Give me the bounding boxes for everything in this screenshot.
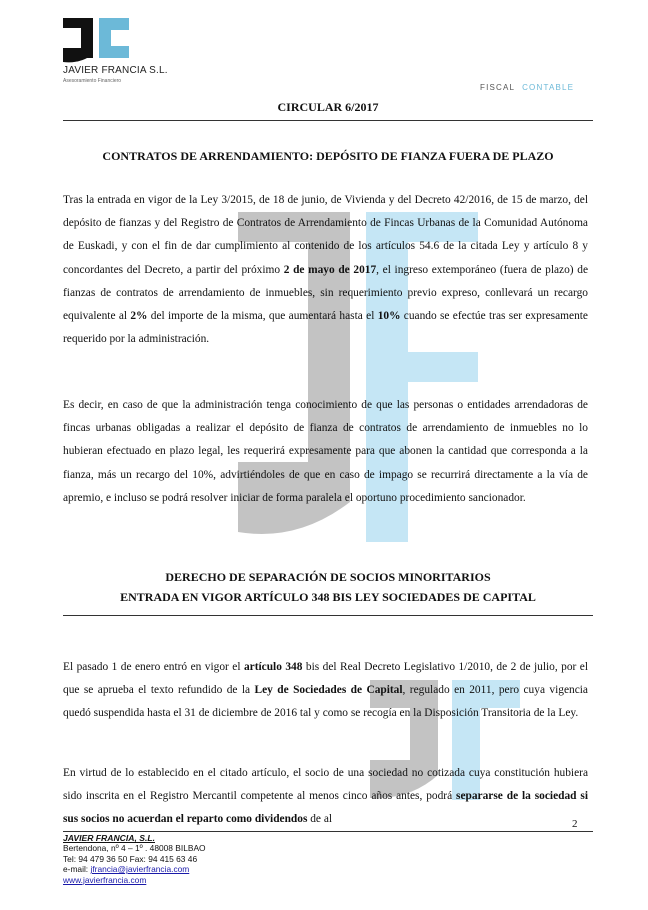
dept-contable: CONTABLE [522,83,575,92]
divider-footer [63,831,593,832]
company-tagline: Asesoramiento Financiero [63,78,122,84]
footer [63,833,263,885]
footer-email-line: e-mail: jfrancia@javierfrancia.com [63,864,190,875]
section1-paragraph1: Tras la entrada en vigor de la Ley 3/2015, de 18 de junio, de Vivienda y del Decreto 42/2016, de 15 de marzo, del depósito de fianzas y del Registro de Contratos de Arrendamiento de Fincas Urbanas de la Comunidad Autónoma de Euskadi, y con el fin de dar cumplimiento al contenido de los artículos 54.6 de la citada Ley y artículo 8 y concordantes del Decreto, a partir del próximo 2 de mayo de 2017, el ingreso extemporáneo (fuera de plazo) de fianzas de contratos de arrendamiento de inmuebles, sin requerimiento previo expreso, conllevará un recargo equivalente al 2% del importe de la misma, que aumentará hasta el 10% cuando se efectúe tras ser expresamente requerido por la administración. [63,194,589,346]
section2-paragraph2: En virtud de lo establecido en el citado artículo, el socio de una sociedad no cotizada cuya constitución hubiera sido inscrita en el Registro Mercantil competente al menos cinco años antes, podrá separarse de la sociedad si sus socios no acuerdan el reparto como dividendos de al [63,767,588,826]
section2-title-line2: ENTRADA EN VIGOR ARTÍCULO 348 BIS LEY SOCIEDADES DE CAPITAL [120,590,536,604]
divider-section2 [63,615,593,616]
department-label [480,83,574,92]
section2-paragraph1: El pasado 1 de enero entró en vigor el artículo 348 bis del Real Decreto Legislativo 1/2010, de 2 de julio, por el que se aprueba el texto refundido de la Ley de Sociedades de Capital, regulado en 2011, pero cuya vigencia quedó suspendida hasta el 31 de diciembre de 2016 tal y como se recogía en la Disposición Transitoria de la Ley. [63,661,588,720]
section1-title: CONTRATOS DE ARRENDAMIENTO: DEPÓSITO DE FIANZA FUERA DE PLAZO [102,149,554,163]
footer-company-name: JAVIER FRANCIA, S.L. [63,833,155,843]
section1-paragraph2: Es decir, en caso de que la administración tenga conocimiento de que las personas o entidades arrendadoras de fincas urbanas obligadas a realizar el depósito de fianza de contratos de arrendamiento de inmuebles no lo hubieran efectuado en plazo legal, les requerirá expresamente para que abonen la cantidad que corresponda a la fianza, más un recargo del 10%, advirtiéndoles de que en caso de impago se recurrirá directamente a la vía de apremio, e incluso se podrá resolver iniciar de forma paralela el oportuno procedimiento sancionador. [63,399,588,504]
dept-fiscal: FISCAL [480,83,516,92]
page-number: 2 [572,818,578,830]
divider-top [63,120,593,121]
footer-phone: Tel: 94 479 36 50 Fax: 94 415 63 46 [63,853,198,864]
company-name: JAVIER FRANCIA S.L. [63,65,168,76]
circular-title: CIRCULAR 6/2017 [277,100,379,114]
section2-title-line1: DERECHO DE SEPARACIÓN DE SOCIOS MINORITARIOS [165,570,491,584]
footer-address: Bertendona, nº 4 – 1º . 48008 BILBAO [63,843,206,854]
section2-title [63,567,593,607]
footer-email-link[interactable]: jfrancia@javierfrancia.com [90,864,190,875]
footer-website-link[interactable]: www.javierfrancia.com [63,874,147,885]
